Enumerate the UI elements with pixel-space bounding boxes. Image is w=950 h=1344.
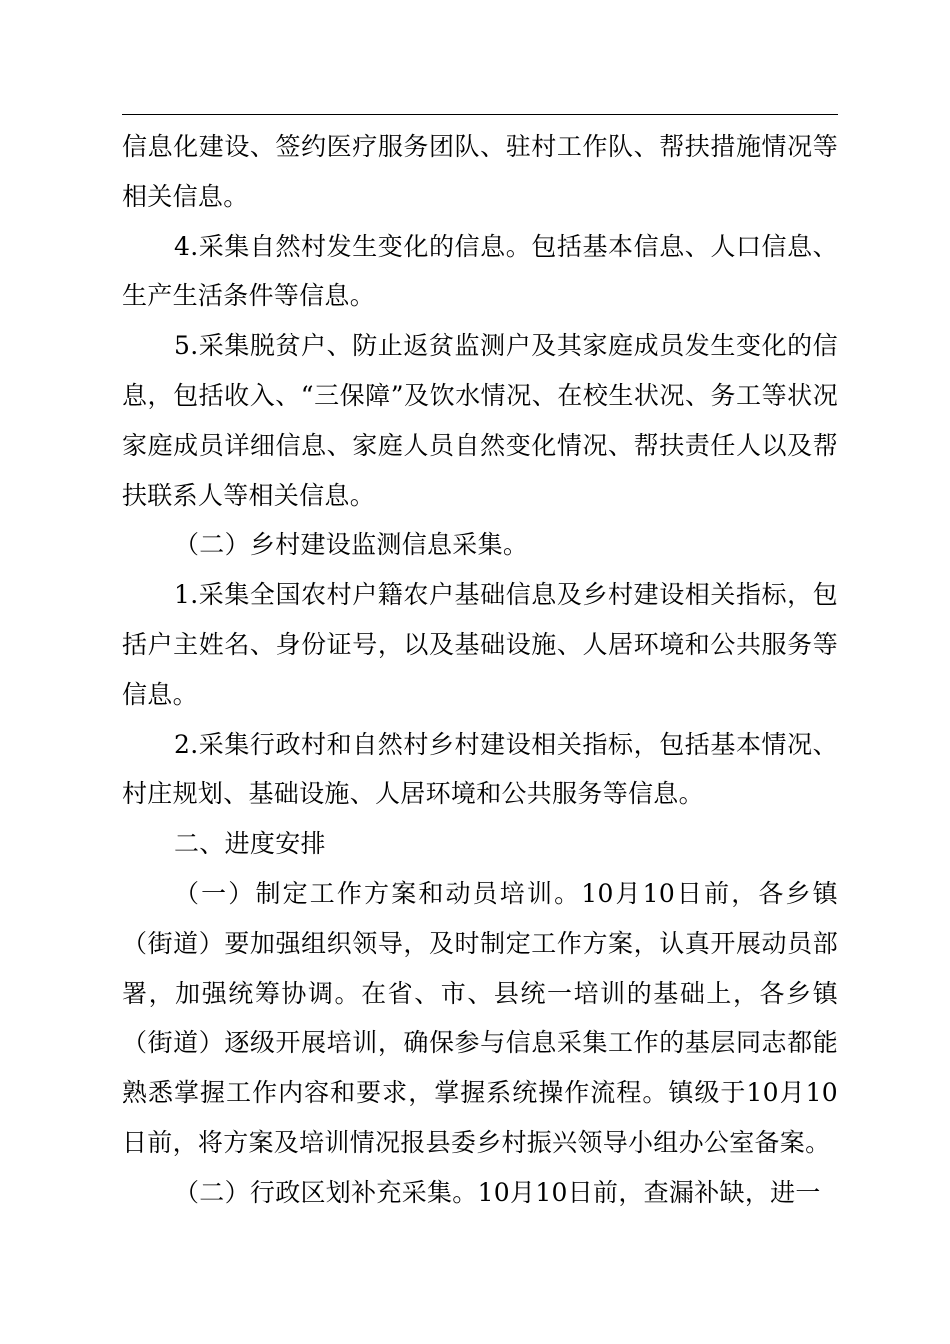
paragraph-1: 信息化建设、签约医疗服务团队、驻村工作队、帮扶措施情况等相关信息。 — [122, 132, 838, 211]
section-heading-schedule: 二、进度安排 — [174, 829, 326, 859]
paragraph-6: （一）制定工作方案和动员培训。10月10日前，各乡镇（街道）要加强组织领导，及时制定工作方案，认真开展动员部署，加强统筹协调。在省、市、县统一培训的基础上，各乡镇（街道）逐级开展培训，确保参与信息采集工作的基层同志都能熟悉掌握工作内容和要求，掌握系统操作流程。镇级于10月10日前，将方案及培训情况报县委乡村振兴领导小组办公室备案。 — [122, 878, 838, 1157]
paragraph-5: 2.采集行政村和自然村乡村建设相关指标，包括基本情况、村庄规划、基础设施、人居环境和公共服务等信息。 — [122, 729, 838, 809]
paragraph-7: （二）行政区划补充采集。10月10日前，查漏补缺，进一 — [174, 1177, 821, 1207]
document-body — [122, 122, 838, 1218]
header-rule — [122, 114, 838, 115]
paragraph-4: 1.采集全国农村户籍农户基础信息及乡村建设相关指标，包括户主姓名、身份证号，以及基础设施、人居环境和公共服务等信息。 — [122, 580, 838, 709]
paragraph-3: 5.采集脱贫户、防止返贫监测户及其家庭成员发生变化的信息，包括收入、“三保障”及饮水情况、在校生状况、务工等状况家庭成员详细信息、家庭人员自然变化情况、帮扶责任人以及帮扶联系人等相关信息。 — [122, 331, 838, 510]
section-heading-2: （二）乡村建设监测信息采集。 — [174, 530, 529, 560]
paragraph-2: 4.采集自然村发生变化的信息。包括基本信息、人口信息、生产生活条件等信息。 — [122, 231, 838, 311]
